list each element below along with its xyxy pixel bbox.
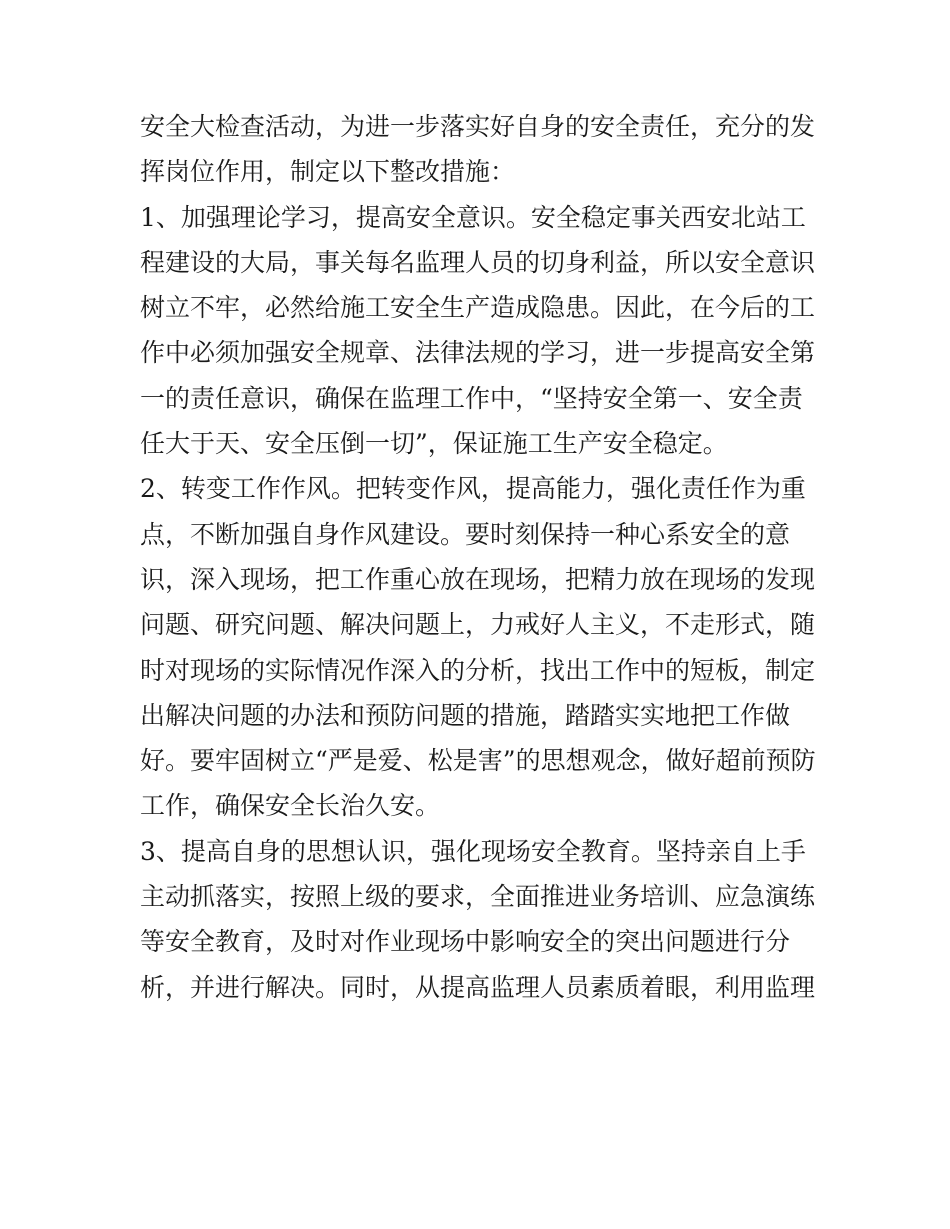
text-line: 一的责任意识，确保在监理工作中，“坚持安全第一、安全责 xyxy=(140,383,803,413)
text-line: 主动抓落实，按照上级的要求，全面推进业务培训、应急演练 xyxy=(140,882,816,912)
text-line: 安全大检查活动，为进一步落实好自身的安全责任，充分的发 xyxy=(140,112,816,141)
text-line: 等安全教育，及时对作业现场中影响安全的突出问题进行分 xyxy=(140,927,791,957)
document-body xyxy=(140,104,820,1010)
text-line: 2、转变工作作风。把转变作风，提高能力，强化责任作为重 xyxy=(140,474,806,504)
text-line: 时对现场的实际情况作深入的分析，找出工作中的短板，制定 xyxy=(140,655,816,685)
text-line: 识，深入现场，把工作重心放在现场，把精力放在现场的发现 xyxy=(140,564,816,594)
text-line: 点，不断加强自身作风建设。要时刻保持一种心系安全的意 xyxy=(140,519,791,549)
text-line: 任大于天、安全压倒一切”，保证施工生产安全稳定。 xyxy=(140,429,728,459)
text-line: 1、加强理论学习，提高安全意识。安全稳定事关西安北站工 xyxy=(140,202,806,232)
text-line: 3、提高自身的思想认识，强化现场安全教育。坚持亲自上手 xyxy=(140,836,806,866)
text-line: 工作，确保安全长治久安。 xyxy=(140,791,441,821)
text-line: 出解决问题的办法和预防问题的措施，踏踏实实地把工作做 xyxy=(140,700,791,730)
text-line: 问题、研究问题、解决问题上，力戒好人主义，不走形式，随 xyxy=(140,610,816,640)
text-line: 树立不牢，必然给施工安全生产造成隐患。因此，在今后的工 xyxy=(140,293,816,323)
text-line: 好。要牢固树立“严是爱、松是害”的思想观念，做好超前预防 xyxy=(140,746,816,776)
text-line: 程建设的大局，事关每名监理人员的切身利益，所以安全意识 xyxy=(140,247,816,277)
text-line: 作中必须加强安全规章、法律法规的学习，进一步提高安全第 xyxy=(140,338,816,368)
text-line: 析，并进行解决。同时，从提高监理人员素质着眼，利用监理 xyxy=(140,972,816,1002)
text-line: 挥岗位作用，制定以下整改措施： xyxy=(140,157,516,187)
